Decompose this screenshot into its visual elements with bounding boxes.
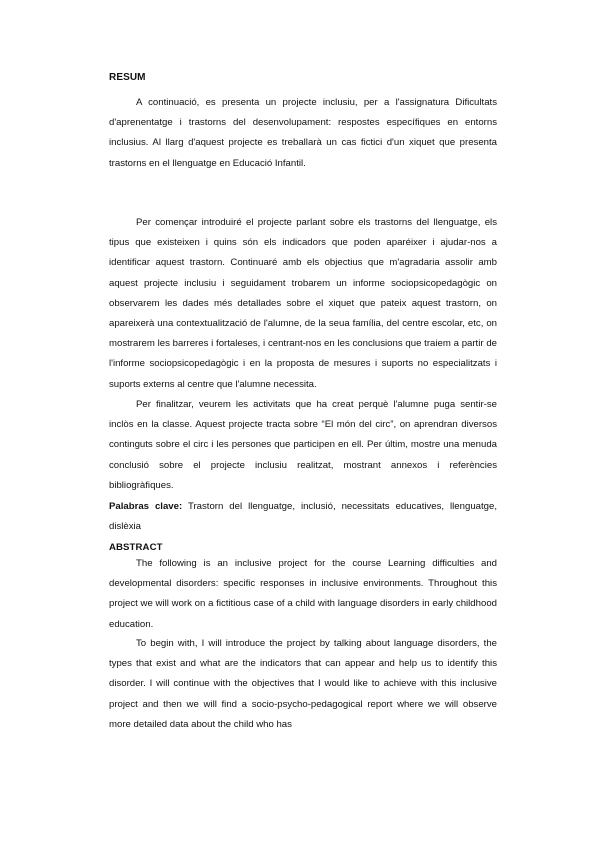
keywords-line	[109, 497, 497, 537]
abstract-heading: ABSTRACT	[109, 542, 163, 553]
resum-paragraph-1: A continuació, es presenta un projecte inclusiu, per a l'assignatura Dificultats d'aprenentatge i trastorns del desenvolupament: respostes específiques en entorns inclusius. Al llarg d'aquest projecte es treballarà un cas fictici d'un xiquet que presenta trastorns en el llenguatge en Educació Infantil.	[109, 97, 497, 169]
abstract-paragraph-1: The following is an inclusive project for the course Learning difficulties and developmental disorders: specific responses in inclusive environments. Throughout this project we will work on a fictitious case of a child with language disorders in early childhood education.	[109, 558, 497, 630]
resum-heading: RESUM	[109, 72, 146, 83]
resum-paragraph-3: Per finalitzar, veurem les activitats que ha creat perquè l'alumne puga sentir-se inclòs en la classe. Aquest projecte tracta sobre “El món del circ”, on aprendran diversos continguts sobre el circ i les persones que participen en ell. Per últim, mostre una menuda conclusió sobre el projecte inclusiu realitzat, mostrant annexos i referències bibliogràfiques.	[109, 399, 497, 491]
keywords-text: Trastorn del llenguatge, inclusió, necessitats educatives, llenguatge, dislèxia	[109, 501, 497, 533]
resum-paragraph-2: Per començar introduiré el projecte parlant sobre els trastorns del llenguatge, els tipus que existeixen i quins són els indicadors que poden aparéixer i ajudar-nos a identificar aquest trastorn. Continuaré amb els objectius que m'agradaria assolir amb aquest projecte inclusiu i seguidament trobarem un informe sociopsicopedagògic on observarem les dades més detallades sobre el xiquet que pateix aquest trastorn, on apareixerà una contextualització de l'alumne, de la seua família, del centre escolar, etc, on mostrarem les barreres i fortaleses, i centrant-nos en les conclusions que traiem a partir de l'informe sociopsicopedagògic i en la proposta de mesures i suports no especialitzats i suports externs al centre que l'alumne necessita.	[109, 217, 497, 390]
abstract-paragraph-2: To begin with, I will introduce the project by talking about language disorders, the types that exist and what are the indicators that can appear and help us to identify this disorder. I will continue with the objectives that I would like to achieve with this inclusive project and then we will find a socio-psycho-pedagogical report where we will observe more detailed data about the child who has	[109, 638, 497, 730]
keywords-label: Palabras clave:	[109, 501, 183, 512]
